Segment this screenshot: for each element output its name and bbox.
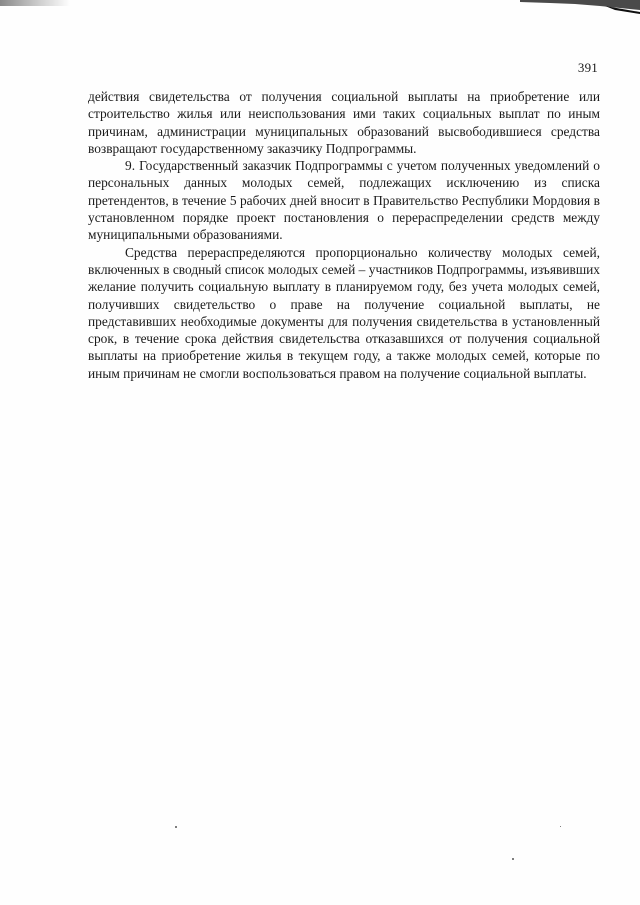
paragraph-redistribution: Средства перераспределяются пропорционально количеству молодых семей, включенных в сводный список молодых семей – участников Подпрограммы, изъявивших желание получить социальную выплату в планируемом году, без учета молодых семей, получивших свидетельство о праве на получение социальной выплаты, не представивших необходимые документы для получения свидетельства в установленный срок, в течение срока действия свидетельства отказавшихся от получения социальной выплаты на приобретение жилья в текущем году, а также молодых семей, которые по иным причинам не смогли воспользоваться правом на получение социальной выплаты. (88, 244, 600, 381)
document-body (88, 88, 600, 382)
page-number: 391 (577, 60, 598, 75)
scan-speck (175, 826, 177, 828)
scan-artifact-right (520, 0, 640, 14)
scan-speck (560, 826, 561, 827)
paragraph-continuation: действия свидетельства от получения социальной выплаты на приобретение или строительство жилья или неиспользования ими таких социальных выплат по иным причинам, администрации муниципальных образований высвободившиеся средства возвращают государственному заказчику Подпрограммы. (88, 89, 600, 156)
paragraph-item-9: 9. Государственный заказчик Подпрограммы с учетом полученных уведомлений о персональных данных молодых семей, подлежащих исключению из списка претендентов, в течение 5 рабочих дней вносит в Правительство Республики Мордовия в установленном порядке проект постановления о перераспределении средств между муниципальными образованиями. (88, 158, 600, 243)
scan-speck (512, 858, 514, 860)
scan-artifact-left (0, 0, 70, 6)
